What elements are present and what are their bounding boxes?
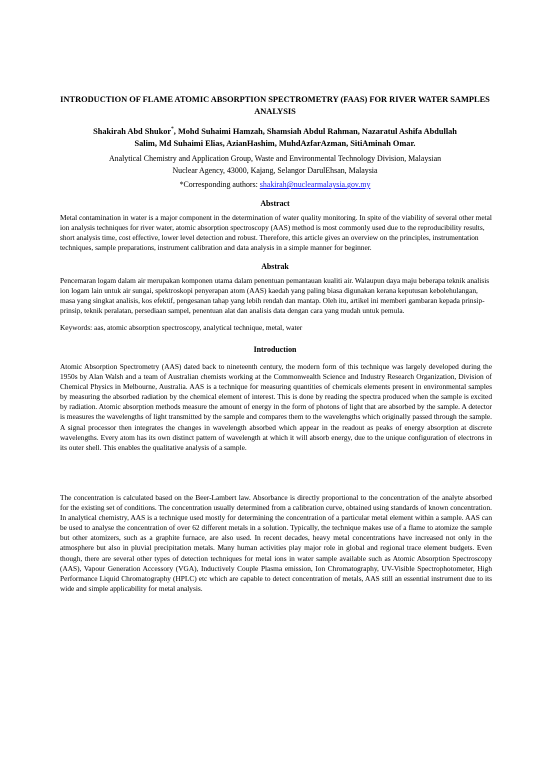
introduction-paragraph-1: Atomic Absorption Spectrometry (AAS) dated back to nineteenth century, the modern form of this technique was largely developed during the 1950s by Alan Walsh and a team of Australian chemists working at the Commonwealth Science and Industry Research Organization, Division of Chemical Physics in Melbourne, Australia. AAS is a technique for measuring quantities of chemicals elements present in environmental samples by measuring the absorbed radiation by the chemical element of interest. This is done by reading the spectra produced when the sample is excited by radiation. Atomic absorption methods measure the amount of energy in the form of photons of light that are absorbed by the sample. A detector is measures the wavelengths of light transmitted by the sample and compares them to the wavelengths which originally passed through the sample. A signal processor then integrates the changes in wavelength absorbed which appear in the readout as peaks of energy absorption at discrete wavelengths. Every atom has its own distinct pattern of wavelength at which it will absorb energy, due to the unique configuration of electrons in its outer shell. This enables the qualitative analysis of a sample. [60,362,492,452]
corresponding-mark: * [171,126,174,132]
abstract-text: Metal contamination in water is a major component in the determination of water quality monitoring. In spite of the viability of several other metal ion analysis techniques for river water, atomic absorption spectroscopy (AAS) method is most commonly used due to the reproducibility results, short analysis time, cost effective, lower level detection and robust. Therefore, this article gives an overview on the principles, instrumentation techniques, sample preparations, instrument calibration and data analysis in a simple manner for beginner. [60,213,492,253]
introduction-paragraph-2: The concentration is calculated based on the Beer-Lambert law. Absorbance is directly proportional to the concentration of the analyte absorbed for the existing set of conditions. The concentration usually determined from a calibration curve, obtained using standards of known concentration. In analytical chemistry, AAS is a technique used mostly for determining the concentration of a particular metal element within a sample. AAS can be used to analyse the concentration of over 62 different metals in a solution. Typically, the technique makes use of a flame to atomize the sample but other atomizers, such as a graphite furnace, are also used. In recent decades, heavy metal concentrations have increased not only in the atmosphere but also in pluvial precipitation metals. Many human activities play major role in global and regional trace element budgets. Even though, there are several other types of detection techniques for metal ions in water sample available such as Atomic Absorption Spectroscopy (AAS), Vapour Generation Accessory (VGA), Inductively Couple Plasma emission, Ion Chromatography, UV-Visible Spectrophotometer, High Performance Liquid Chromatography (HPLC) etc which are capable to detect concentration of metals, AAS still an essential instrument due to its wide and simple applicability for metal analysis. [60,493,492,593]
affiliation [70,153,480,176]
introduction-heading: Introduction [253,345,297,354]
author-line-1-end: , Mohd Suhaimi Hamzah, Shamsiah Abdul Rahman, Nazaratul Ashifa Abdullah [173,126,457,136]
author-line-1-start: Shakirah Abd Shukor [93,126,172,136]
abstrak-heading: Abstrak [261,262,289,271]
affiliation-line-2: Nuclear Agency, 43000, Kajang, Selangor DarulEhsan, Malaysia [172,165,378,175]
abstrak-text: Pencemaran logam dalam air merupakan komponen utama dalam penentuan pemantauan kualiti air. Walaupun daya maju beberapa teknik analisis ion logam lain untuk air sungai, spektroskopi penyerapan atom (AAS) kaedah yang paling biasa digunakan kerana keputusan kebolehulangan, masa yang singkat analisis, kos efektif, pengesanan tahap yang lebih rendah dan mantap. Oleh itu, artikel ini memberi gambaran kepada prinsip-prinsip, teknik peralatan, persediaan sampel, penentuan alat dan analisis data dengan cara yang mudah untuk pemula. [60,276,490,316]
corresponding-email-link[interactable]: shakirah@nuclearmalaysia.gov.my [259,180,371,189]
keywords: Keywords: aas, atomic absorption spectroscopy, analytical technique, metal, water [60,323,303,332]
author-line-2: Salim, Md Suhaimi Elias, AzianHashim, MuhdAzfarAzman, SitiAminah Omar. [134,138,416,148]
paper-title: INTRODUCTION OF FLAME ATOMIC ABSORPTION SPECTROMETRY (FAAS) FOR RIVER WATER SAMPLES ANALYSIS [60,95,490,116]
corresponding-author [70,180,480,190]
author-line-1 [70,123,480,138]
author-list [70,123,480,150]
abstract-heading: Abstract [260,199,290,208]
corresponding-label: *Corresponding authors: [179,180,260,189]
affiliation-line-1: Analytical Chemistry and Application Group, Waste and Environmental Technology Division, Malaysian [108,154,442,163]
